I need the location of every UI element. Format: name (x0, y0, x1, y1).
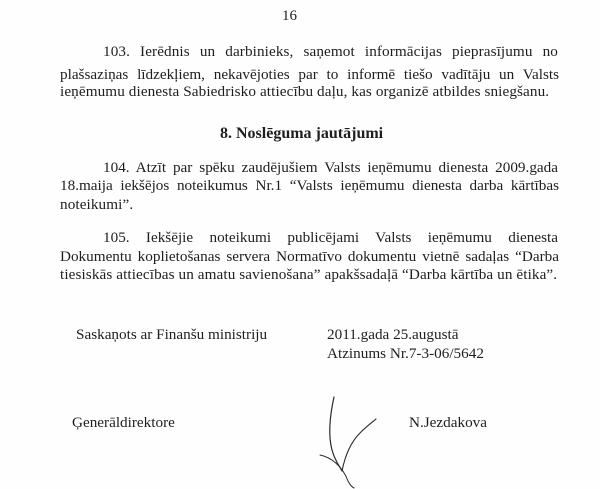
paragraph-105-line-1: 105. Iekšējie noteikumi publicējami Valsts ieņēmumu dienesta (103, 229, 558, 246)
handwritten-signature (290, 395, 400, 489)
page-number: 16 (282, 8, 297, 24)
signatory-title: Ģenerāldirektore (72, 414, 175, 431)
paragraph-103-line-2: plašsaziņas līdzekļiem, nekavējoties par to informē tiešo vadītāju un Valsts (60, 66, 559, 83)
paragraph-104-line-3: noteikumi”. (60, 196, 134, 213)
signatory-name: N.Jezdakova (409, 414, 488, 431)
paragraph-103-line-1: 103. Ierēdnis un darbinieks, saņemot informācijas pieprasījumu no (103, 43, 558, 60)
paragraph-105-line-3: tiesiskās attiecības un amatu savienošana” apakšsadaļā “Darba kārtība un ētika”. (60, 266, 558, 283)
paragraph-103-line-3: ieņēmumu dienesta Sabiedrisko attiecību daļu, kas organizē atbildes sniegšanu. (60, 83, 550, 100)
agreement-date: 2011.gada 25.augustā (327, 326, 459, 343)
section-heading: 8. Noslēguma jautājumi (220, 125, 384, 142)
paragraph-105-line-2: Dokumentu koplietošanas servera Normatīvo dokumentu vietnē sadaļas “Darba (60, 248, 559, 265)
agreement-label: Saskaņots ar Finanšu ministriju (76, 326, 268, 343)
agreement-reference: Atzinums Nr.7-3-06/5642 (327, 345, 484, 362)
paragraph-104-line-2: 18.maija iekšējos noteikumus Nr.1 “Valsts ieņēmumu dienesta darba kārtības (60, 177, 559, 194)
paragraph-104-line-1: 104. Atzīt par spēku zaudējušiem Valsts ieņēmumu dienesta 2009.gada (103, 159, 558, 176)
